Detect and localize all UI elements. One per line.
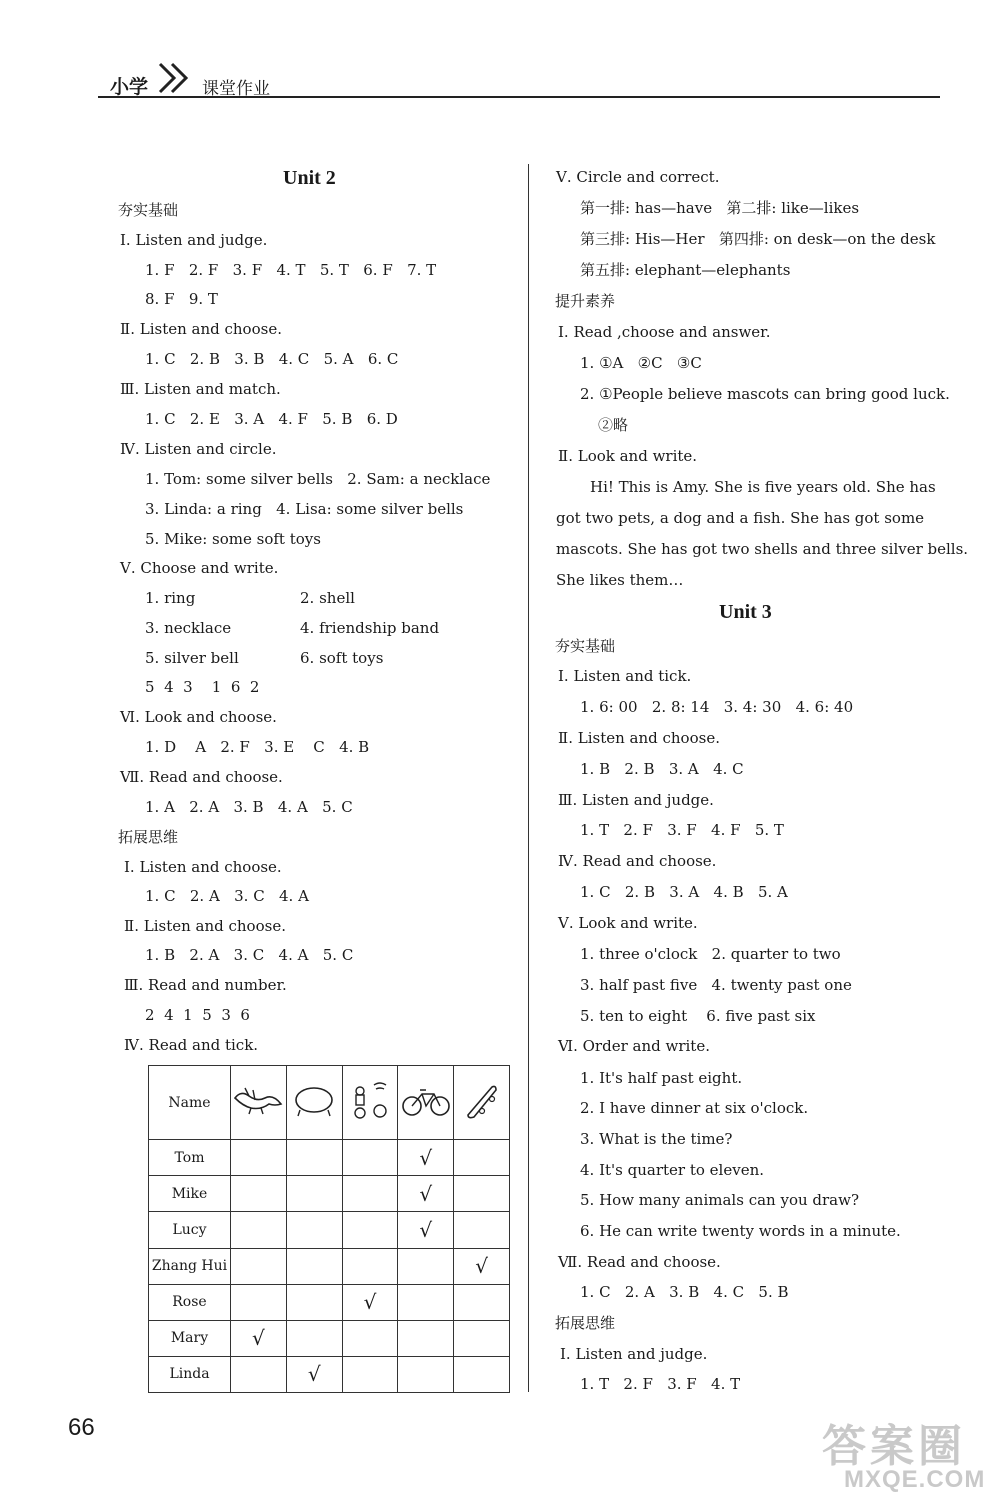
answer: 1. C [145, 410, 176, 428]
answer: 2. B [624, 883, 655, 901]
answer: 2. 8: 14 [651, 698, 710, 716]
tick-cell [454, 1320, 510, 1356]
table-row [149, 1140, 510, 1176]
answer: 5. silver bell [145, 649, 239, 667]
answer: 4. friendship band [300, 619, 440, 637]
toys-icon [348, 1079, 392, 1123]
table-row [149, 1356, 510, 1392]
exercise-heading: Ⅰ. Listen and judge. [120, 231, 268, 249]
answer: 2. Sam: a necklace [347, 470, 491, 488]
answer: C [313, 738, 325, 756]
table-header-cell [454, 1066, 510, 1140]
unit-title: Unit 3 [719, 601, 772, 623]
answer-line [145, 260, 436, 280]
answer-line [580, 944, 841, 964]
check-mark: √ [231, 1320, 287, 1356]
table-header-cell [342, 1066, 398, 1140]
answer: 3. A [234, 410, 265, 428]
answer: 5. ten to eight [580, 1007, 688, 1025]
exercise-heading: Ⅰ. Listen and judge. [560, 1345, 708, 1363]
tick-cell [342, 1140, 398, 1176]
answer: 5. A [323, 350, 354, 368]
paragraph-line: Hi! This is Amy. She is five years old. She has [590, 478, 936, 496]
answer: 4. A [278, 887, 309, 905]
answer: 1. B [580, 760, 611, 778]
answer: 4. F [278, 410, 308, 428]
tick-cell [286, 1284, 342, 1320]
bird-icon [231, 1084, 285, 1118]
exercise-heading: Ⅶ. Read and choose. [558, 1253, 721, 1271]
answer-line [145, 737, 369, 757]
tick-cell [454, 1212, 510, 1248]
row-name: Linda [149, 1356, 231, 1392]
answer-line [145, 797, 353, 817]
answer-line: 3. What is the time? [580, 1130, 733, 1148]
answer: 3. F [232, 261, 263, 279]
tick-cell [454, 1176, 510, 1212]
bike-icon [400, 1084, 452, 1118]
answer: 4. F [711, 821, 741, 839]
answer: 1. C [580, 1283, 611, 1301]
exercise-heading: Ⅴ. Choose and write. [120, 559, 279, 577]
answer: 3. C [234, 887, 265, 905]
check-mark: √ [454, 1248, 510, 1284]
answer-line: 1. ①A ②C ③C [580, 354, 702, 372]
exercise-heading: Ⅲ. Listen and judge. [558, 791, 714, 809]
section-heading: 夯实基础 [555, 637, 616, 655]
exercise-heading: Ⅳ. Read and choose. [558, 852, 717, 870]
table-row [149, 1320, 510, 1356]
answer: 4. T [276, 261, 306, 279]
exercise-heading: Ⅱ. Listen and choose. [120, 320, 282, 338]
exercise-heading: Ⅱ. Listen and choose. [124, 917, 286, 935]
answer: 1. C [145, 350, 176, 368]
answer: 2. shell [300, 589, 355, 607]
answer: 4. C [713, 760, 744, 778]
tick-cell [286, 1140, 342, 1176]
row-name: Mary [149, 1320, 231, 1356]
exercise-heading: Ⅰ. Listen and tick. [558, 667, 692, 685]
exercise-heading: Ⅴ. Circle and correct. [556, 168, 720, 186]
exercise-heading: Ⅲ. Listen and match. [120, 380, 281, 398]
answer: 3. necklace [145, 619, 232, 637]
answer: 3. B [669, 1283, 700, 1301]
answer: 4. A [278, 946, 309, 964]
answer: 5. C [322, 946, 354, 964]
answer: 2. B [624, 760, 655, 778]
exercise-heading: Ⅰ. Listen and choose. [124, 858, 282, 876]
answer: 3. 4: 30 [723, 698, 782, 716]
answer: 1. C [145, 887, 176, 905]
answer: 1. T [580, 821, 610, 839]
answer: 4. B [339, 738, 370, 756]
answer: 1. T [580, 1375, 610, 1393]
answer-line [145, 945, 353, 965]
table-header-cell [286, 1066, 342, 1140]
answer-line [580, 697, 853, 717]
answer-line: 2 4 1 5 3 6 [145, 1006, 250, 1024]
answer-line: 6. He can write twenty words in a minute. [580, 1222, 901, 1240]
answer: 2. E [189, 410, 220, 428]
skateboard-icon [462, 1081, 502, 1121]
answer: 9. T [188, 290, 218, 308]
answer: 1. three o'clock [580, 945, 698, 963]
answer: 2. A [624, 1283, 655, 1301]
tick-cell [398, 1356, 454, 1392]
watermark-url: MXQE.COM [844, 1466, 986, 1493]
table-row [149, 1212, 510, 1248]
table-row [149, 1176, 510, 1212]
answer-line [580, 1282, 789, 1302]
row-name: Lucy [149, 1212, 231, 1248]
answer: 4. Lisa: some silver bells [276, 500, 464, 518]
section-heading: 夯实基础 [118, 201, 179, 219]
paragraph-line: got two pets, a dog and a fish. She has got some [556, 509, 925, 527]
tick-cell [454, 1284, 510, 1320]
answer-line: 2. I have dinner at six o'clock. [580, 1099, 809, 1117]
tick-table [148, 1065, 510, 1393]
name-header: Name [149, 1066, 231, 1140]
answer: 6. F [363, 261, 393, 279]
answer-line: 2. ①People believe mascots can bring good luck. [580, 385, 950, 403]
header-level: 小学 [110, 76, 149, 98]
answer: 1. F [145, 261, 175, 279]
tick-cell [286, 1248, 342, 1284]
tick-cell [454, 1356, 510, 1392]
table-header-cell [231, 1066, 287, 1140]
tick-cell [286, 1320, 342, 1356]
answer: 6. D [366, 410, 398, 428]
answer-line [580, 759, 744, 779]
answer: 4. 6: 40 [795, 698, 854, 716]
watermark-logo: 答案圈 [822, 1421, 966, 1472]
exercise-heading: Ⅱ. Listen and choose. [558, 729, 720, 747]
answer: 7. T [407, 261, 437, 279]
watermark [808, 1406, 998, 1498]
tick-cell [231, 1140, 287, 1176]
answer: 1. ring [145, 589, 196, 607]
answer: 4. twenty past one [711, 976, 852, 994]
answer: 3. Linda: a ring [145, 500, 262, 518]
tick-cell [231, 1284, 287, 1320]
answer-line [145, 469, 490, 489]
exercise-heading: Ⅰ. Read ,choose and answer. [558, 323, 771, 341]
answer: 4. B [713, 883, 744, 901]
answer-line: 4. It's quarter to eleven. [580, 1161, 764, 1179]
tick-cell [286, 1212, 342, 1248]
tick-cell [342, 1248, 398, 1284]
answer-line [145, 349, 398, 369]
answer: 6. soft toys [300, 649, 384, 667]
answer-line [580, 975, 852, 995]
tick-cell [398, 1284, 454, 1320]
tick-cell [286, 1176, 342, 1212]
answer-line: 5. Mike: some soft toys [145, 530, 321, 548]
answer-line [145, 886, 309, 906]
exercise-heading: Ⅵ. Look and choose. [120, 708, 277, 726]
answer: 2. A [189, 946, 220, 964]
tick-cell [231, 1176, 287, 1212]
answer: 1. Tom: some silver bells [145, 470, 333, 488]
answer: 2. F [623, 1375, 653, 1393]
exercise-heading: Ⅲ. Read and number. [124, 976, 287, 994]
tick-cell [342, 1212, 398, 1248]
tick-cell [398, 1320, 454, 1356]
answer: 5. B [758, 1283, 789, 1301]
answer-line [580, 820, 784, 840]
answer-line: 5. How many animals can you draw? [580, 1191, 860, 1209]
answer: 5. T [319, 261, 349, 279]
answer: 2. F [188, 261, 219, 279]
answer: 4. C [713, 1283, 745, 1301]
answer-line: ②略 [598, 416, 629, 434]
answer: 2. A [189, 887, 220, 905]
answer: 5. A [757, 883, 788, 901]
answer: 6. C [367, 350, 399, 368]
answer: 5. T [754, 821, 784, 839]
paragraph-line: She likes them… [556, 571, 684, 589]
answer: 3. E [264, 738, 295, 756]
answer-line [145, 289, 218, 309]
answer-line [580, 1374, 740, 1394]
answer: 1. A [145, 798, 175, 816]
answer: 3. A [669, 883, 700, 901]
tick-cell [342, 1176, 398, 1212]
column-divider [528, 164, 529, 1392]
answer-line [580, 882, 788, 902]
answer: 5. C [322, 798, 353, 816]
answer: 3. half past five [580, 976, 698, 994]
paragraph-line: mascots. She has got two shells and three silver bells. [556, 540, 969, 558]
answer: 3. F [667, 1375, 697, 1393]
row-name: Mike [149, 1176, 231, 1212]
table-row [149, 1284, 510, 1320]
row-name: Zhang Hui [149, 1248, 231, 1284]
answer: 2. F [220, 738, 250, 756]
row-name: Tom [149, 1140, 231, 1176]
unit-title: Unit 2 [283, 167, 336, 189]
page-header [98, 60, 940, 100]
tick-cell [398, 1248, 454, 1284]
answer: 8. F [145, 290, 175, 308]
section-heading: 拓展思维 [555, 1314, 616, 1332]
ball-icon [292, 1084, 336, 1118]
tick-cell [454, 1140, 510, 1176]
answer: 2. quarter to two [711, 945, 841, 963]
table-header-cell [398, 1066, 454, 1140]
answer-line: 第五排: elephant—elephants [580, 261, 791, 279]
answer-line [145, 499, 463, 519]
answer-line [580, 1006, 816, 1026]
check-mark: √ [398, 1140, 454, 1176]
exercise-heading: Ⅴ. Look and write. [558, 914, 698, 932]
row-name: Rose [149, 1284, 231, 1320]
answer: 4. A [277, 798, 308, 816]
tick-cell [342, 1320, 398, 1356]
answer: 1. B [145, 946, 176, 964]
check-mark: √ [286, 1356, 342, 1392]
answer: 3. F [667, 821, 697, 839]
answer-line [145, 409, 398, 429]
tick-cell [342, 1356, 398, 1392]
answer: 4. T [711, 1375, 741, 1393]
answer: 3. C [233, 946, 265, 964]
answer: 1. D [145, 738, 177, 756]
answer: 6. five past six [706, 1007, 816, 1025]
answer: 3. B [234, 350, 265, 368]
double-chevron-icon [156, 60, 192, 96]
header-subject: 课堂作业 [202, 79, 270, 99]
check-mark: √ [398, 1176, 454, 1212]
section-heading: 提升素养 [555, 292, 616, 310]
answer: 4. C [278, 350, 310, 368]
exercise-heading: Ⅳ. Listen and circle. [120, 440, 277, 458]
tick-cell [231, 1212, 287, 1248]
table-header-row [149, 1066, 510, 1140]
exercise-heading: Ⅵ. Order and write. [558, 1037, 710, 1055]
answer: A [195, 738, 207, 756]
answer: 1. 6: 00 [580, 698, 638, 716]
exercise-heading: Ⅱ. Look and write. [558, 447, 698, 465]
answer: 1. C [580, 883, 611, 901]
answer: 2. A [189, 798, 220, 816]
header-rule [98, 96, 940, 98]
exercise-heading: Ⅶ. Read and choose. [120, 768, 283, 786]
table-row [149, 1248, 510, 1284]
answer: 2. B [189, 350, 220, 368]
answer-line: 1. It's half past eight. [580, 1069, 743, 1087]
check-mark: √ [342, 1284, 398, 1320]
answer-line: 第一排: has—have 第二排: like—likes [580, 199, 860, 217]
answer-line: 第三排: His—Her 第四排: on desk—on the desk [580, 230, 936, 248]
tick-cell [231, 1248, 287, 1284]
answer: 3. B [233, 798, 264, 816]
answer: 3. A [668, 760, 699, 778]
section-heading: 拓展思维 [118, 828, 179, 846]
exercise-heading: Ⅳ. Read and tick. [124, 1036, 259, 1054]
answer-line: 5 4 3 1 6 2 [145, 678, 260, 696]
tick-cell [231, 1356, 287, 1392]
check-mark: √ [398, 1212, 454, 1248]
answer: 2. F [623, 821, 653, 839]
page-number: 66 [68, 1414, 95, 1441]
answer: 5. B [322, 410, 353, 428]
